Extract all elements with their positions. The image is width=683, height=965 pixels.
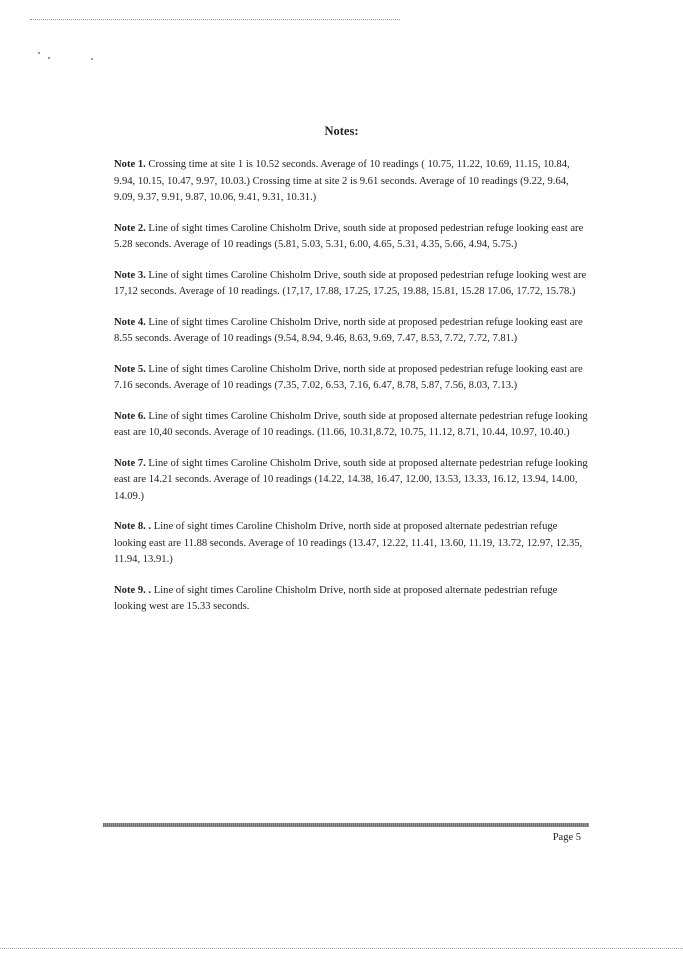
note-label: Note 5. <box>114 363 146 375</box>
note-7 <box>114 456 590 506</box>
note-text: Line of sight times Caroline Chisholm Drive, south side at proposed alternate pedestrian refuge looking east are 14.21 seconds. Average of 10 readings (14.22, 14.38, 16.47, 12.00, 13.53, 13.33, 16.12, 13.94, 14.00, 14.09.) <box>114 457 588 502</box>
note-label: Note 9. . <box>114 584 152 596</box>
footer-rule <box>103 823 589 827</box>
note-label: Note 1. <box>114 159 146 170</box>
note-label: Note 8. . <box>114 521 152 532</box>
note-3 <box>114 268 590 301</box>
note-text: Line of sight times Caroline Chisholm Drive, north side at proposed alternate pedestrian refuge looking east are 11.88 seconds. Average of 10 readings (13.47, 12.22, 11.41, 13.60, 11.19, 13.72, 12.97, 12.35, 11.94, 13.91.) <box>114 521 583 565</box>
note-text: Line of sight times Caroline Chisholm Drive, north side at proposed pedestrian refuge looking east are 8.55 seconds. Average of 10 readings (9.54, 8.94, 9.46, 8.63, 9.69, 7.47, 8.53, 7.72, 7.72, 7.81.) <box>114 316 583 344</box>
note-text: Crossing time at site 1 is 10.52 seconds. Average of 10 readings ( 10.75, 11.22, 10.69, 11.15, 10.84, 9.94, 10.15, 10.47, 9.97, 10.03.) Crossing time at site 2 is 9.61 seconds. Average of 10 readings (9.22, 9.64, 9.09, 9.37, 9.91, 9.87, 10.06, 9.41, 9.31, 10.31.) <box>114 159 570 203</box>
page-number: Page 5 <box>552 832 581 843</box>
note-text: Line of sight times Caroline Chisholm Drive, north side at proposed alternate pedestrian refuge looking west are 15.33 seconds. <box>114 584 558 612</box>
note-5 <box>114 362 590 395</box>
note-label: Note 7. <box>114 457 146 469</box>
scan-top-border <box>30 19 400 20</box>
note-9 <box>114 583 590 616</box>
note-text: Line of sight times Caroline Chisholm Drive, north side at proposed pedestrian refuge looking east are 7.16 seconds. Average of 10 readings (7.35, 7.02, 6.53, 7.16, 6.47, 8.78, 5.87, 7.56, 8.03, 7.13.) <box>114 363 583 391</box>
note-6 <box>114 409 590 442</box>
note-1 <box>114 157 590 207</box>
note-2 <box>114 221 590 254</box>
note-label: Note 2. <box>114 222 146 234</box>
note-text: Line of sight times Caroline Chisholm Drive, south side at proposed alternate pedestrian refuge looking east are 10,40 seconds. Average of 10 readings. (11.66, 10.31,8.72, 10.75, 11.12, 8.71, 10.44, 10.97, 10.40.) <box>114 410 588 438</box>
note-label: Note 6. <box>114 410 146 422</box>
scan-bottom-border <box>0 948 683 949</box>
note-text: Line of sight times Caroline Chisholm Drive, south side at proposed pedestrian refuge looking west are 17,12 seconds. Average of 10 readings. (17,17, 17.88, 17.25, 17.25, 19.88, 15.81, 15.28 17.06, 17.72, 15.78.) <box>114 269 587 297</box>
note-label: Note 4. <box>114 316 146 328</box>
note-label: Note 3. <box>114 269 146 281</box>
note-4 <box>114 315 590 348</box>
note-8 <box>114 519 590 569</box>
scan-specks <box>36 48 96 68</box>
page-title: Notes: <box>324 124 359 138</box>
note-text: Line of sight times Caroline Chisholm Drive, south side at proposed pedestrian refuge looking east are 5.28 seconds. Average of 10 readings (5.81, 5.03, 5.31, 6.00, 4.65, 5.31, 4.35, 5.66, 4.94, 5.75.) <box>114 222 584 250</box>
notes-list <box>114 157 590 616</box>
